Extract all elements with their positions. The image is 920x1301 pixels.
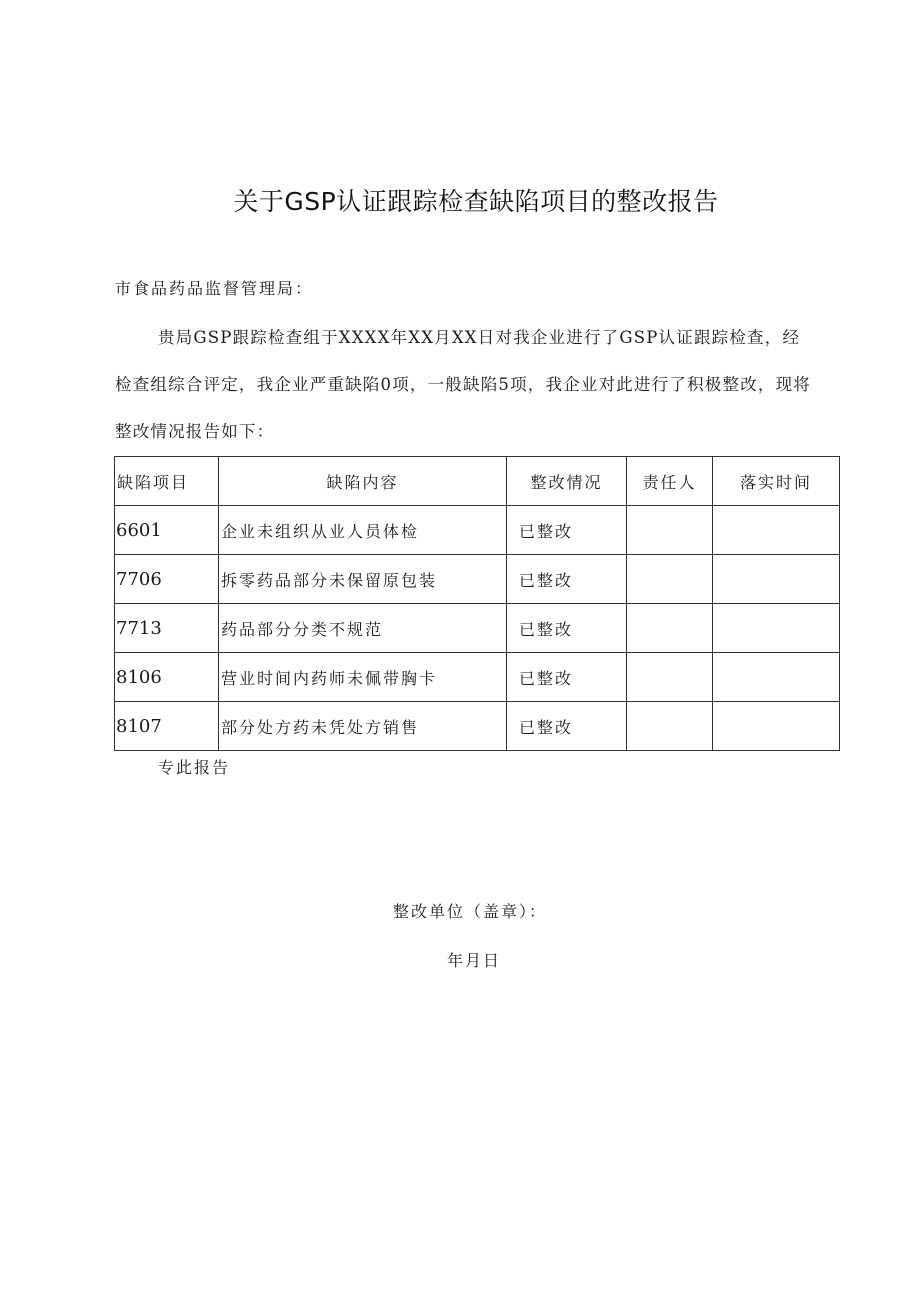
defect-content-cell: 药品部分分类不规范 (219, 604, 507, 653)
table-header-row (115, 457, 840, 506)
defect-code-cell: 8107 (115, 702, 219, 751)
table-row (115, 506, 840, 555)
table-row (115, 604, 840, 653)
status-cell: 已整改 (507, 506, 627, 555)
defect-table (114, 456, 840, 751)
date-line: 年月日 (447, 951, 502, 970)
person-cell (627, 702, 713, 751)
rectification-unit-seal: 整改单位（盖章）： (393, 902, 548, 921)
header-rectification-status: 整改情况 (507, 457, 627, 506)
defect-code-cell: 8106 (115, 653, 219, 702)
defect-content-cell: 拆零药品部分未保留原包装 (219, 555, 507, 604)
defect-code-cell: 6601 (115, 506, 219, 555)
status-cell: 已整改 (507, 702, 627, 751)
time-cell (713, 604, 840, 653)
body-paragraph: 贵局GSP跟踪检查组于XXXX年XX月XX日对我企业进行了GSP认证跟踪检查，经检查组综合评定，我企业严重缺陷0项，一般缺陷5项，我企业对此进行了积极整改，现将整改情况报告如下： (115, 328, 811, 441)
header-implementation-time: 落实时间 (713, 457, 840, 506)
table-row (115, 555, 840, 604)
person-cell (627, 555, 713, 604)
status-cell: 已整改 (507, 604, 627, 653)
defect-content-cell: 企业未组织从业人员体检 (219, 506, 507, 555)
time-cell (713, 555, 840, 604)
defect-code-cell: 7713 (115, 604, 219, 653)
person-cell (627, 604, 713, 653)
page-title: 关于GSP认证跟踪检查缺陷项目的整改报告 (233, 187, 719, 216)
status-cell: 已整改 (507, 555, 627, 604)
header-defect-item: 缺陷项目 (115, 457, 219, 506)
salutation: 市食品药品监督管理局： (115, 279, 314, 298)
defect-code-cell: 7706 (115, 555, 219, 604)
table-row (115, 653, 840, 702)
time-cell (713, 506, 840, 555)
person-cell (627, 653, 713, 702)
header-responsible-person: 责任人 (627, 457, 713, 506)
table-row (115, 702, 840, 751)
time-cell (713, 653, 840, 702)
closing-remark: 专此报告 (158, 758, 231, 777)
defect-content-cell: 部分处方药未凭处方销售 (219, 702, 507, 751)
status-cell: 已整改 (507, 653, 627, 702)
person-cell (627, 506, 713, 555)
time-cell (713, 702, 840, 751)
header-defect-content: 缺陷内容 (219, 457, 507, 506)
defect-content-cell: 营业时间内药师未佩带胸卡 (219, 653, 507, 702)
